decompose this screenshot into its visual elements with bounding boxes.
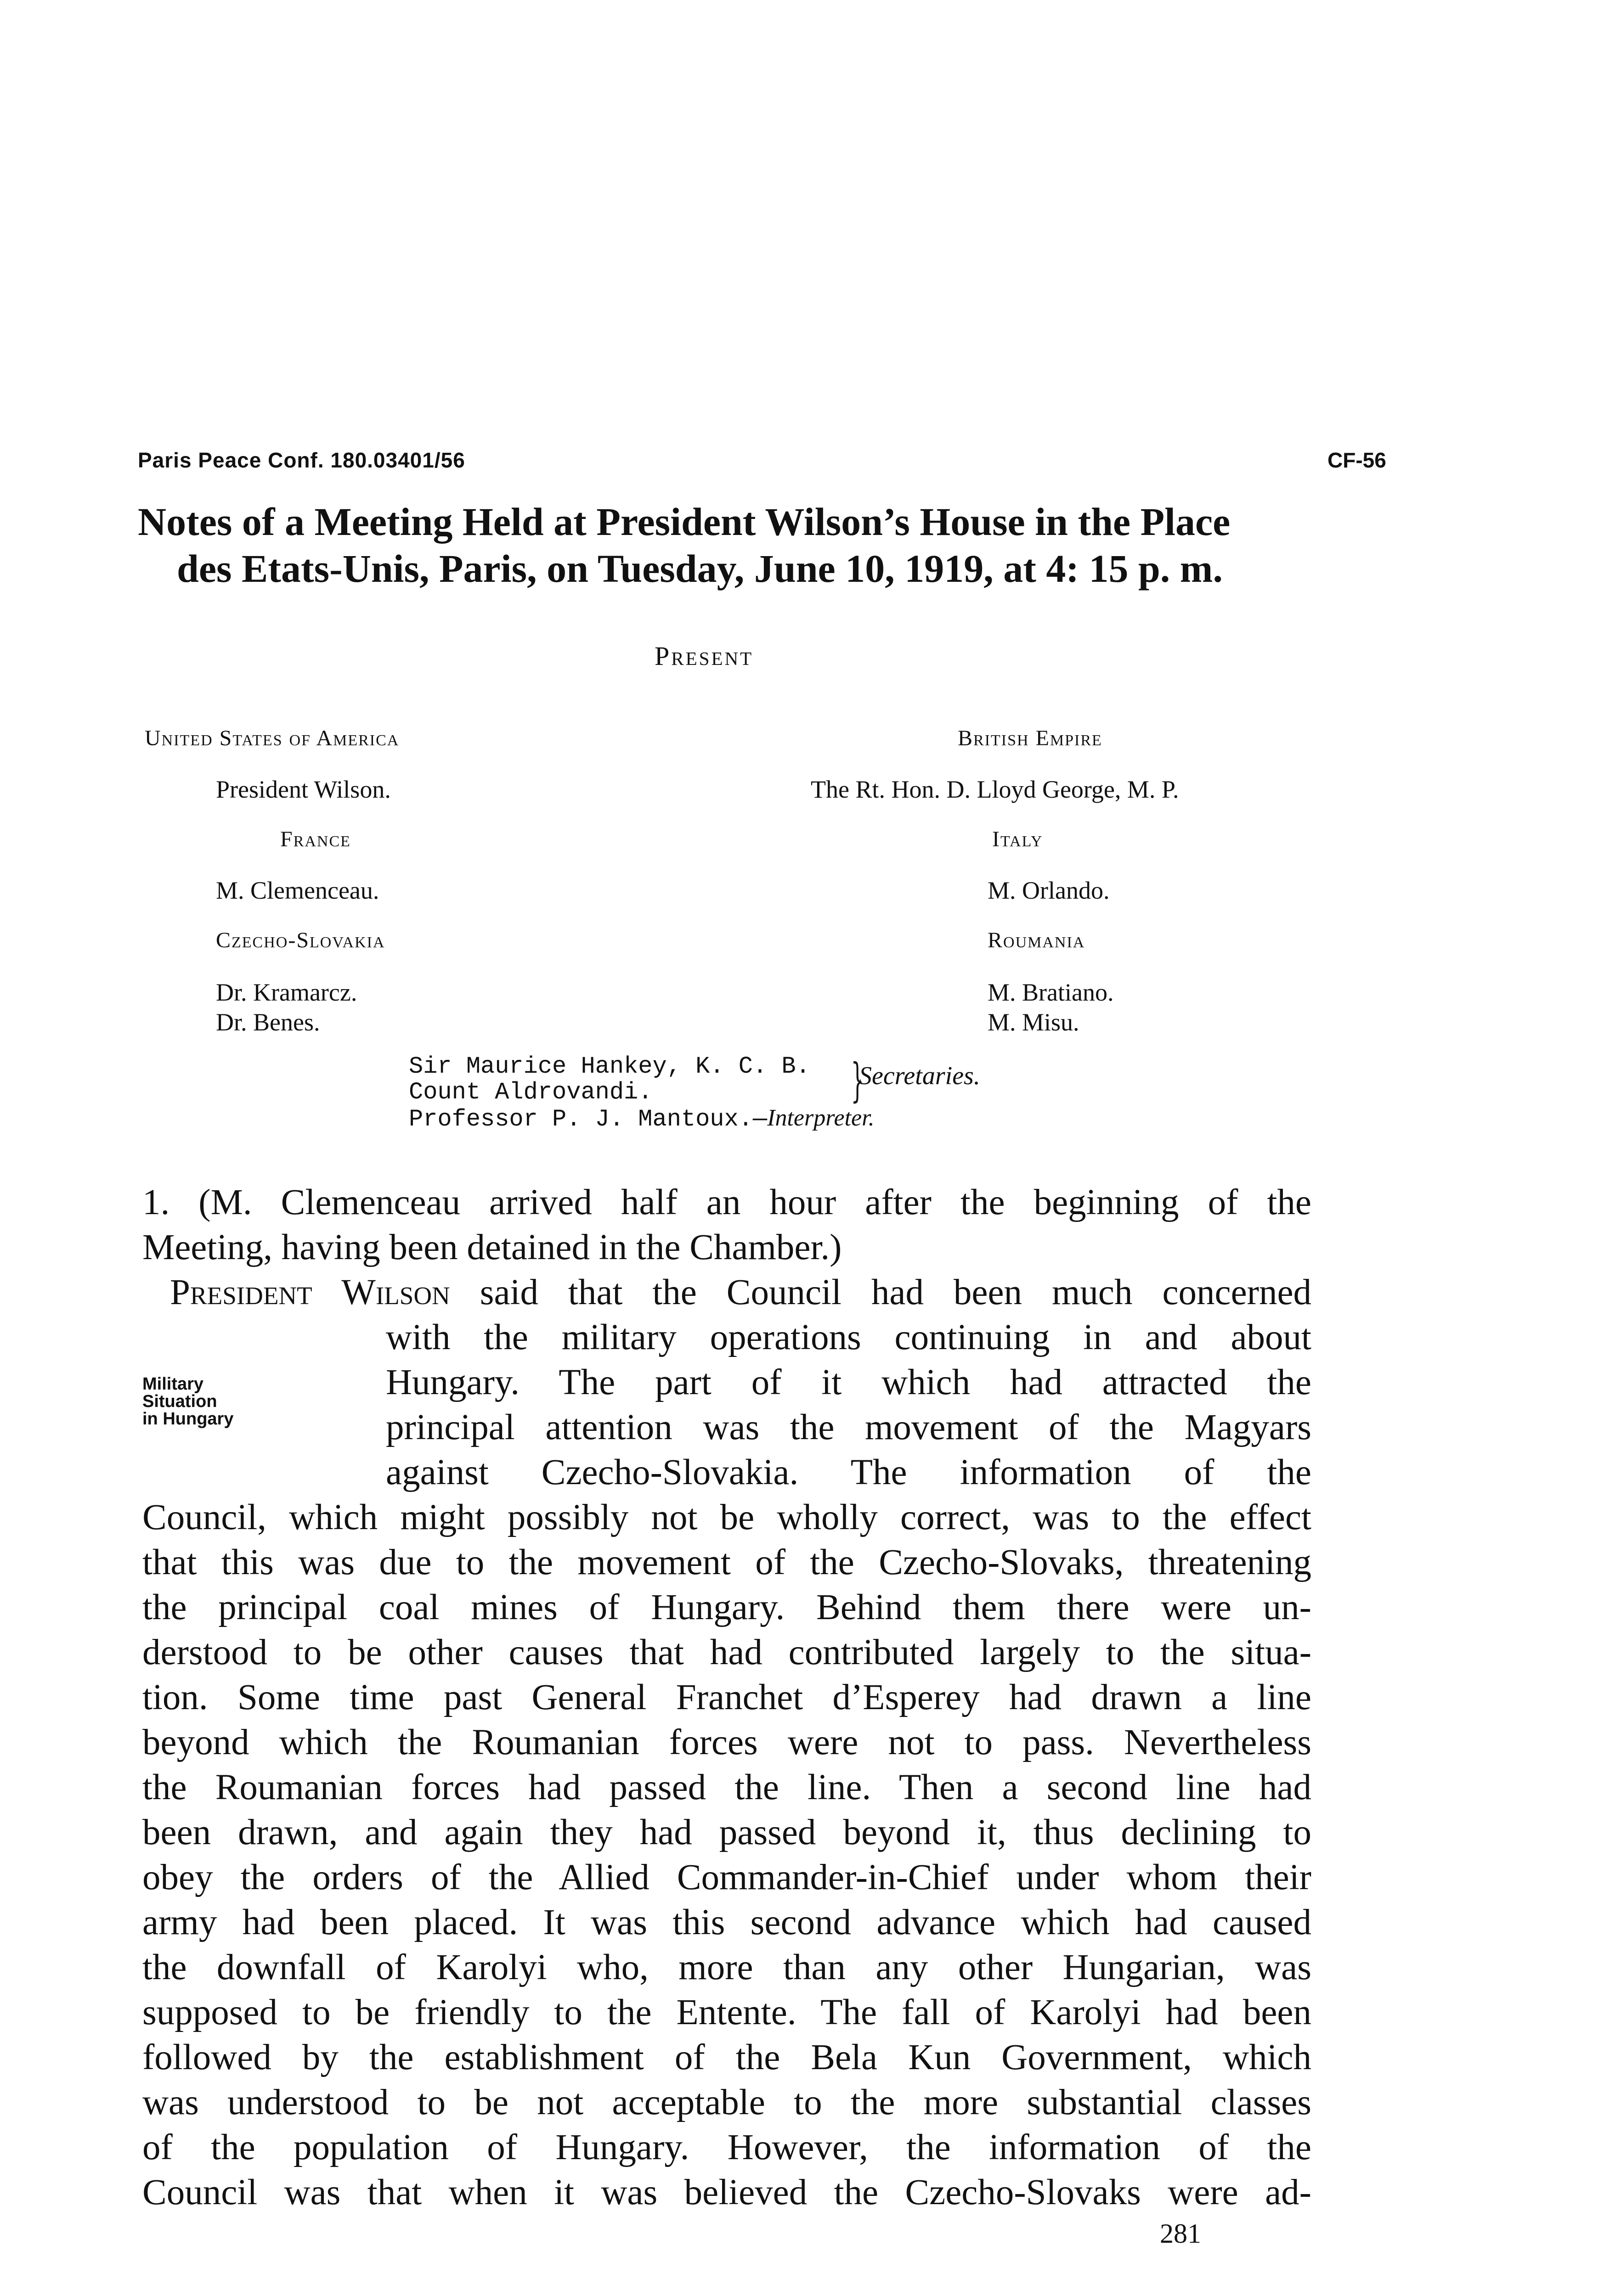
secretary-aldrovandi: Count Aldrovandi. [409,1079,653,1106]
secretaries-block [409,1053,980,1133]
document-code: CF-56 [1327,448,1386,472]
p1-line-2: Meeting, having been detained in the Chamber.) [142,1227,842,1267]
attendee-misu: M. Misu. [988,1008,1079,1036]
p1-line-1: 1. (M. Clemenceau arrived half an hour after the beginning of the [142,1182,1311,1222]
p2-line-8: been drawn, and again they had passed beyond it, thus declining to [142,1812,1311,1852]
secretaries-label: Secretaries. [859,1062,980,1090]
interpreter-line [409,1105,875,1131]
p2-line-12: supposed to be friendly to the Entente. The fall of Karolyi had been [142,1992,1311,2032]
attendee-orlando: M. Orlando. [988,877,1110,904]
p2-line-2: that this was due to the movement of the Czecho-Slovaks, threatening [142,1542,1311,1582]
country-italy: Italy [992,827,1043,851]
document-title [138,498,1332,592]
margin-note-line-3: in Hungary [142,1409,234,1429]
archive-reference: Paris Peace Conf. 180.03401/56 [138,448,465,472]
p2-line-4: derstood to be other causes that had contributed largely to the situa- [142,1632,1311,1672]
p2-line-11: the downfall of Karolyi who, more than any other Hungarian, was [142,1947,1311,1987]
p2-line-5: tion. Some time past General Franchet d’Esperey had drawn a line [142,1677,1311,1717]
page-number: 281 [1160,2218,1201,2249]
attendee-clemenceau: M. Clemenceau. [216,877,379,904]
attendee-wilson: President Wilson. [216,776,391,803]
p2-line-14: was understood to be not acceptable to the more substantial classes [142,2082,1311,2122]
interpreter-role: Interpreter. [767,1105,875,1131]
p2-line-10: army had been placed. It was this second advance which had caused [142,1902,1311,1942]
p2-line-9: obey the orders of the Allied Commander-in-Chief under whom their [142,1857,1311,1897]
title-line-1: Notes of a Meeting Held at President Wilson’s House in the Place [138,500,1231,544]
p2-line-16: Council was that when it was believed the Czecho-Slovaks were ad- [142,2172,1311,2212]
p2-indented-2: Hungary. The part of it which had attracted the [386,1362,1311,1402]
attendee-kramarcz: Dr. Kramarcz. [216,979,357,1006]
present-heading: Present [655,641,754,671]
country-czecho-slovakia: Czecho-Slovakia [216,928,385,952]
p2-line-3: the principal coal mines of Hungary. Behind them there were un- [142,1587,1311,1627]
p2-line-1: Council, which might possibly not be wholly correct, was to the effect [142,1497,1311,1537]
p2-line-13: followed by the establishment of the Bela Kun Government, which [142,2037,1311,2077]
p2-indented-4: against Czecho-Slovakia. The information of the [386,1452,1311,1492]
p2-first-line [170,1270,1311,1315]
attendee-lloyd-george: The Rt. Hon. D. Lloyd George, M. P. [811,776,1179,803]
p2-indented-3: principal attention was the movement of the Magyars [386,1407,1311,1447]
interpreter-name: Professor P. J. Mantoux.— [409,1106,768,1133]
p2-line-6: beyond which the Roumanian forces were not to pass. Nevertheless [142,1722,1311,1762]
country-usa: United States of America [145,726,400,750]
country-france: France [280,827,351,851]
margin-note-line-2: Situation [142,1392,217,1411]
p2-line-7: the Roumanian forces had passed the line. Then a second line had [142,1767,1311,1807]
secretary-hankey: Sir Maurice Hankey, K. C. B. [409,1053,810,1080]
p2-indented-1: with the military operations continuing in and about [386,1317,1311,1357]
p2-line-15: of the population of Hungary. However, the information of the [142,2127,1311,2167]
brace-glyph: } [851,1053,864,1107]
attendee-benes: Dr. Benes. [216,1008,320,1036]
title-line-2: des Etats-Unis, Paris, on Tuesday, June 10, 1919, at 4: 15 p. m. [177,546,1223,591]
margin-note-line-1: Military [142,1374,204,1394]
country-british-empire: British Empire [958,726,1102,750]
speaker-name: President Wilson [170,1272,450,1312]
p2-first-text: said that the Council had been much concerned [480,1272,1312,1312]
margin-note [142,1375,233,1428]
country-roumania: Roumania [988,928,1085,952]
attendee-bratiano: M. Bratiano. [988,979,1114,1006]
